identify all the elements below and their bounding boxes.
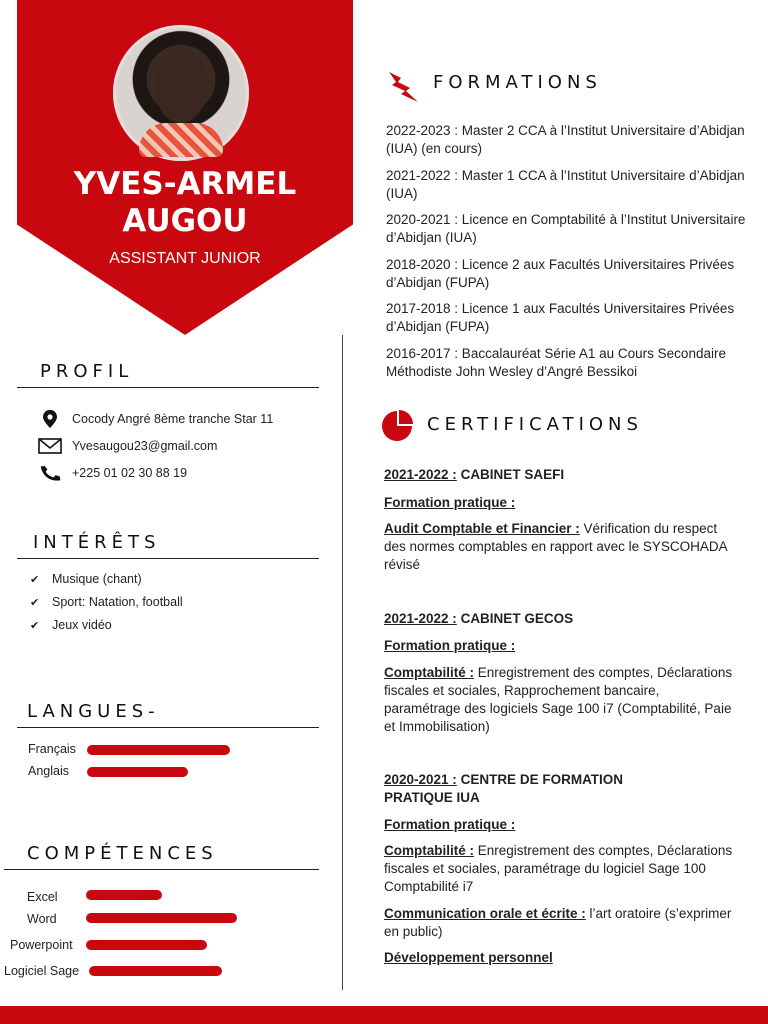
skill-label: Excel xyxy=(27,890,58,904)
cert-practice: Formation pratique : xyxy=(384,817,516,832)
address-text: Cocody Angré 8ème tranche Star 11 xyxy=(72,412,274,426)
formation-item: 2022-2023 : Master 2 CCA à l’Institut Universitaire d’Abidjan (IUA) (en cours) xyxy=(386,123,745,156)
interests-title: INTÉRÊTS xyxy=(33,532,161,553)
cert-heading: 2020-2021 : CENTRE DE FORMATION PRATIQUE IUA xyxy=(384,772,624,805)
footer-bar xyxy=(0,1006,768,1024)
check-icon: ✔ xyxy=(30,597,40,609)
cert-description: Développement personnel xyxy=(384,950,553,965)
phone-text[interactable]: +225 01 02 30 88 19 xyxy=(72,466,188,480)
skills-title: COMPÉTENCES xyxy=(27,843,218,864)
lightning-icon xyxy=(386,70,420,104)
formation-item: 2016-2017 : Baccalauréat Série A1 au Cours Secondaire Méthodiste John Wesley d’Angré Bessikoi xyxy=(386,346,726,379)
check-icon: ✔ xyxy=(30,620,40,632)
interest-item: ✔ Jeux vidéo xyxy=(30,618,112,632)
skill-label: Logiciel Sage xyxy=(4,964,80,978)
skill-level-bar xyxy=(86,890,162,900)
pie-icon xyxy=(380,410,416,442)
language-level-bar xyxy=(87,745,230,755)
cert-practice: Formation pratique : xyxy=(384,495,516,510)
map-pin-icon xyxy=(38,409,62,429)
email-text[interactable]: Yvesaugou23@gmail.com xyxy=(72,439,218,453)
profile-rule xyxy=(17,387,319,388)
skill-label: Word xyxy=(27,912,57,926)
formation-item: 2020-2021 : Licence en Comptabilité à l’Institut Universitaire d’Abidjan (IUA) xyxy=(386,212,746,245)
interest-item: ✔ Sport: Natation, football xyxy=(30,595,183,609)
language-level-bar xyxy=(87,767,188,777)
language-label: Français xyxy=(28,742,76,756)
languages-rule xyxy=(17,727,319,728)
envelope-icon xyxy=(38,436,62,456)
last-name: AUGOU xyxy=(122,203,248,239)
profile-photo xyxy=(113,25,249,161)
cert-practice: Formation pratique : xyxy=(384,638,516,653)
cert-heading: 2021-2022 : CABINET GECOS xyxy=(384,611,574,626)
formation-item: 2017-2018 : Licence 1 aux Facultés Universitaires Privées d’Abidjan (FUPA) xyxy=(386,301,735,334)
interests-rule xyxy=(17,558,319,559)
formation-item: 2021-2022 : Master 1 CCA à l’Institut Universitaire d’Abidjan (IUA) xyxy=(386,168,745,201)
cert-heading: 2021-2022 : CABINET SAEFI xyxy=(384,467,565,482)
languages-title: LANGUES- xyxy=(27,701,160,722)
profile-title: PROFIL xyxy=(40,361,134,382)
skills-rule xyxy=(4,869,319,870)
cert-description: Comptabilité : Enregistrement des comptes, Déclarations fiscales et sociales, Rapprochement bancaire, paramétrage des logiciels Sage 100 i7 (Comptabilité, Paie et Immobilisation) xyxy=(384,665,733,734)
interest-item: ✔ Musique (chant) xyxy=(30,572,142,586)
skill-level-bar xyxy=(89,966,222,976)
certifications-title: CERTIFICATIONS xyxy=(427,414,643,435)
check-icon: ✔ xyxy=(30,574,40,586)
job-title: ASSISTANT JUNIOR xyxy=(109,250,261,267)
formation-item: 2018-2020 : Licence 2 aux Facultés Universitaires Privées d’Abidjan (FUPA) xyxy=(386,257,735,290)
skill-label: Powerpoint xyxy=(10,938,73,952)
cert-description: Comptabilité : Enregistrement des comptes, Déclarations fiscales et sociales, paramétrage du logiciel Sage 100 Comptabilité i7 xyxy=(384,843,733,894)
skill-level-bar xyxy=(86,913,237,923)
column-divider xyxy=(342,335,343,990)
phone-icon xyxy=(38,463,62,483)
formations-title: FORMATIONS xyxy=(433,72,602,93)
cert-description: Communication orale et écrite : l’art oratoire (s’exprimer en public) xyxy=(384,906,732,939)
cert-description: Audit Comptable et Financier : Vérification du respect des normes comptables en rapport avec le SYSCOHADA révisé xyxy=(384,521,727,572)
skill-level-bar xyxy=(86,940,207,950)
language-label: Anglais xyxy=(28,764,69,778)
first-name: YVES-ARMEL xyxy=(73,166,297,202)
